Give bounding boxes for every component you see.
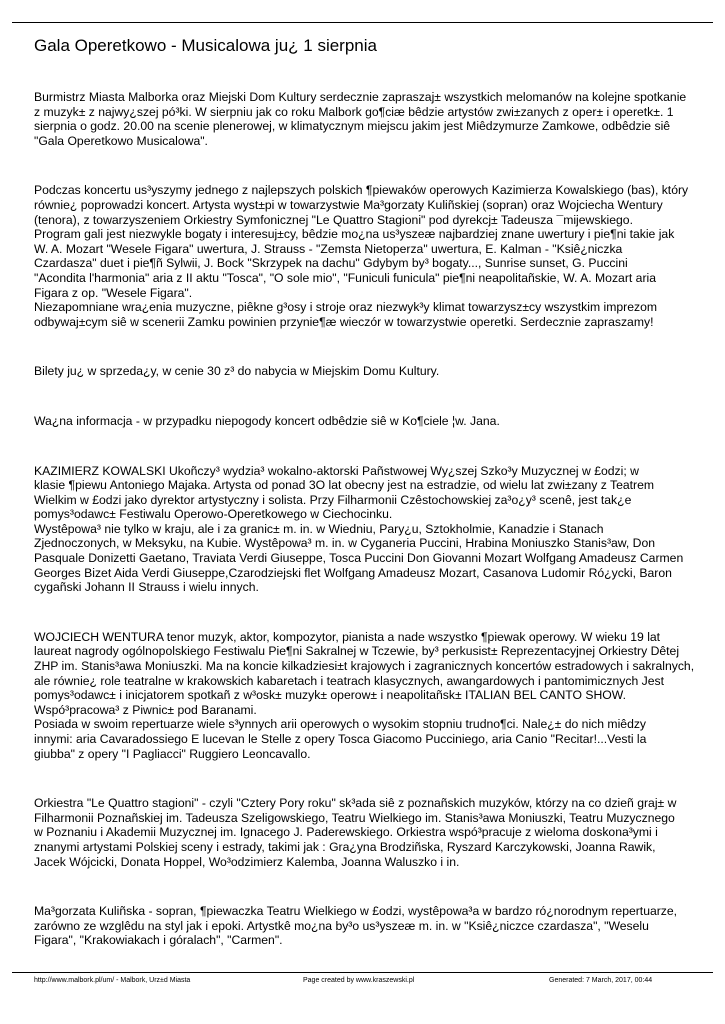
weather-notice-paragraph: Wa¿na informacja - w przypadku niepogody koncert odbêdzie siê w Ko¶ciele ¦w. Jana. bbox=[34, 413, 500, 428]
footer-source-link[interactable]: http://www.malbork.pl/um/ - Malbork, Urz±d Miasta bbox=[34, 977, 191, 984]
top-rule bbox=[12, 22, 713, 23]
footer-generated-date: Generated: 7 March, 2017, 00:44 bbox=[549, 977, 653, 984]
tickets-paragraph: Bilety ju¿ w sprzeda¿y, w cenie 30 z³ do nabycia w Miejskim Domu Kultury. bbox=[34, 364, 440, 379]
article-body bbox=[34, 90, 709, 948]
orchestra-paragraph: Orkiestra "Le Quattro stagioni" - czyli "Cztery Pory roku" sk³ada siê z poznañskich muzyków, którzy na co dzieñ graj± w Filharmonii Poznañskiej im. Tadeusza Szeligowskiego, Teatru Wielkiego im. Stanis³awa Moniuszki, Teatru Muzycznego w Poznaniu i Akademii Muzycznej im. Ignacego J. Paderewskiego. Orkiestra wspó³pracuje z wieloma doskona³ymi i znanymi artystami Polskiej sceny i estrady, takimi jak : Gra¿yna Brodziñska, Ryszard Karczykowski, Joanna Rawik, Jacek Wójcicki, Donata Hoppel, Wo³odzimierz Kalemba, Joanna Waluszko i in. bbox=[34, 796, 677, 869]
intro-paragraph: Burmistrz Miasta Malborka oraz Miejski Dom Kultury serdecznie zapraszaj± wszystkich melomanów na kolejne spotkanie z muzyk± z najwy¿szej pó³ki. W sierpniu jak co roku Malbork go¶ciæ bêdzie artystów zwi±zanych z oper± i operetk±. 1 sierpnia o godz. 20.00 na scenie plenerowej, w klimatycznym miejscu jakim jest Miêdzymurze Zamkowe, odbêdzie siê "Gala Operetkowo Musicalowa". bbox=[34, 90, 687, 148]
program-paragraph: Podczas koncertu us³yszymy jednego z najlepszych polskich ¶piewaków operowych Kazimierza Kowalskiego (bas), który równie¿ poprowadzi koncert. Artysta wyst±pi w towarzystwie Ma³gorzaty Kuliñskiej (sopran) oraz Wojciecha Wentury (tenora), z towarzyszeniem Orkiestry Symfonicznej "Le Quattro Stagioni" pod dyrekcj± Tadeusza ¯mijewskiego. Program gali jest niezwykle bogaty i interesuj±cy, bêdzie mo¿na us³yszeæ najbardziej znane uwertury i pie¶ni takie jak W. A. Mozart "Wesele Figara" uwertura, J. Strauss - "Zemsta Nietoperza" uwertura, E. Kalman - "Ksiê¿niczka Czardasza" duet i pie¶ñ Sylwii, J. Bock "Skrzypek na dachu" Gdybym by³ bogaty..., Sunrise sunset, G. Puccini "Acondita l'harmonia" aria z II aktu "Tosca", "O sole mio", "Funiculi funicula" pie¶ni neapolitañskie, W. A. Mozart aria Figara z op. "Wesele Figara". Niezapomniane wra¿enia muzyczne, piêkne g³osy i stroje oraz niezwyk³y klimat towarzysz±cy wszystkim imprezom odbywaj±cym siê w scenerii Zamku powinien przynie¶æ wieczór w towarzystwie operetki. Serdecznie zapraszamy! bbox=[34, 183, 689, 329]
kulinska-bio-paragraph: Ma³gorzata Kuliñska - sopran, ¶piewaczka Teatru Wielkiego w £odzi, wystêpowa³a w bardzo ró¿norodnym repertuarze, zarówno ze wzglêdu na styl jak i epoki. Artystkê mo¿na by³o us³yszeæ m. in. w "Ksiê¿niczce czardasza", "Weselu Figara", "Krakowiakach i góralach", "Carmen". bbox=[34, 904, 678, 948]
footer-rule bbox=[12, 972, 713, 973]
footer-credit: Page created by www.kraszewski.pl bbox=[303, 977, 415, 984]
page-title: Gala Operetkowo - Musicalowa ju¿ 1 sierpnia bbox=[34, 36, 377, 55]
kowalski-bio-paragraph: KAZIMIERZ KOWALSKI Ukoñczy³ wydzia³ wokalno-aktorski Pañstwowej Wy¿szej Szko³y Muzycznej w £odzi; w klasie ¶piewu Antoniego Majaka. Artysta od ponad 3O lat obecny jest na estradzie, od wielu lat zwi±zany z Teatrem Wielkim w £odzi jako dyrektor artystyczny i solista. Przy Filharmonii Czêstochowskiej za³o¿y³ scenê, jest tak¿e pomys³odawc± Festiwalu Operowo-Operetkowego w Ciechocinku. Wystêpowa³ nie tylko w kraju, ale i za granic± m. in. w Wiedniu, Pary¿u, Sztokholmie, Kanadzie i Stanach Zjednoczonych, w Meksyku, na Kubie. Wystêpowa³ m. in. w Cyganeria Puccini, Hrabina Moniuszko Stanis³aw, Don Pasquale Donizetti Gaetano, Traviata Verdi Giuseppe, Tosca Puccini Don Giovanni Mozart Wolfgang Amadeusz Carmen Georges Bizet Aida Verdi Giuseppe,Czarodziejski flet Wolfgang Amadeusz Mozart, Casanova Ludomir Ró¿ycki, Baron cygañski Johann II Strauss i wielu innych. bbox=[34, 463, 684, 595]
wentura-bio-paragraph: WOJCIECH WENTURA tenor muzyk, aktor, kompozytor, pianista a nade wszystko ¶piewak operowy. W wieku 19 lat laureat nagrody ogólnopolskiego Festiwalu Pie¶ni Sakralnej w Tczewie, by³ perkusist± Reprezentacyjnej Orkiestry Dêtej ZHP im. Stanis³awa Moniuszki. Ma na koncie kilkadziesi±t krajowych i zagranicznych koncertów estradowych i sakralnych, ale równie¿ role teatralne w krakowskich kabaretach i teatrach klasycznych, awangardowych i pantomimicznych Jest pomys³odawc± i inicjatorem spotkañ z w³osk± muzyk± operow± i neapolitañsk± ITALIAN BEL CANTO SHOW. Wspó³pracowa³ z Piwnic± pod Baranami. Posiada w swoim repertuarze wiele s³ynnych arii operowych o wysokim stopniu trudno¶ci. Nale¿± do nich miêdzy innymi: aria Cavaradossiego E lucevan le Stelle z opery Tosca Giacomo Pucciniego, aria Canio "Recitar!...Vesti la giubba" z opery "I Pagliacci" Ruggiero Leoncavallo. bbox=[34, 629, 695, 761]
